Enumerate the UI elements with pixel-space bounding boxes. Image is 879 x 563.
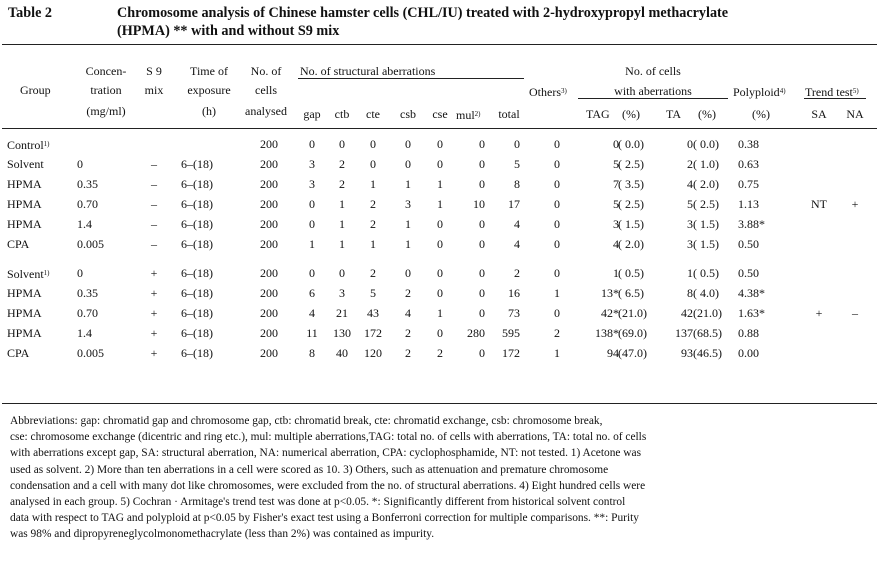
cell-tag-pct: ( 3.5) <box>618 177 644 191</box>
cell-s9: – <box>151 237 157 251</box>
footnote-line: cse: chromosome exchange (dicentric and ring etc.), mul: multiple aberrations,TAG: total no. of cells with aberrations, TA: total no. of cells <box>10 431 647 444</box>
row-group-label: HPMA <box>7 197 42 211</box>
cell-ctb: 130 <box>333 326 351 340</box>
cell-tag-pct: ( 0.0) <box>618 137 644 151</box>
header-trend-note: 5) <box>852 87 859 95</box>
footnote-line: data with respect to TAG and polyploid at p<0.05 by Fisher's exact test using a Bonferroni correction for multiple comparisons. **: Purity <box>10 512 639 525</box>
cell-tag: 3 <box>613 217 619 231</box>
cell-ta: 2 <box>687 157 693 171</box>
cell-conc: 1.4 <box>77 217 92 231</box>
cell-poly: 0.63 <box>738 157 759 171</box>
cell-sa: NT <box>811 197 827 211</box>
row-group <box>7 177 42 191</box>
row-group-label: Solvent <box>7 267 44 281</box>
cell-gap: 0 <box>309 266 315 280</box>
trend-underline <box>804 98 866 99</box>
cell-cells: 200 <box>260 197 278 211</box>
row-group-label: CPA <box>7 237 30 251</box>
cell-total: 595 <box>502 326 520 340</box>
cell-sa: + <box>815 306 823 320</box>
cell-s9: – <box>151 157 157 171</box>
cell-s9: + <box>150 306 158 320</box>
cell-gap: 3 <box>309 177 315 191</box>
footnote-line: with aberrations except gap, SA: structural aberration, NA: numerical aberration, CPA: cyclophosphamide, NT: not tested. 1) Acetone was <box>10 447 642 460</box>
cell-others: 0 <box>554 217 560 231</box>
cell-tag: 13* <box>601 286 619 300</box>
cell-ta: 3 <box>687 237 693 251</box>
header-polyploid-note: 4) <box>779 87 786 95</box>
cell-ta-pct: ( 0.5) <box>693 266 719 280</box>
cell-cells: 200 <box>260 326 278 340</box>
cell-poly: 0.50 <box>738 237 759 251</box>
cell-gap: 4 <box>309 306 315 320</box>
footnote-line: condensation and a cell with many dot like chromosomes, were excluded from the no. of structural aberrations. 4) Eight hundred cells were <box>10 479 646 492</box>
cell-conc: 1.4 <box>77 326 92 340</box>
row-group <box>7 286 42 300</box>
cell-time: 6–(18) <box>181 266 213 280</box>
cell-tag-pct: (69.0) <box>618 326 647 340</box>
cell-cte: 0 <box>370 157 376 171</box>
cell-time: 6–(18) <box>181 237 213 251</box>
cell-cte: 2 <box>370 217 376 231</box>
header-trend <box>805 84 859 99</box>
cell-time: 6–(18) <box>181 306 213 320</box>
cell-s9: + <box>150 326 158 340</box>
cell-mul: 0 <box>479 286 485 300</box>
cell-others: 2 <box>554 326 560 340</box>
cell-total: 0 <box>514 137 520 151</box>
cell-poly: 1.13 <box>738 197 759 211</box>
cell-cse: 1 <box>437 177 443 191</box>
header-aberr-1: No. of cells <box>625 64 681 78</box>
cell-total: 73 <box>508 306 520 320</box>
cell-mul: 0 <box>479 237 485 251</box>
cell-poly: 4.38* <box>738 286 765 300</box>
cell-total: 5 <box>514 157 520 171</box>
cell-others: 0 <box>554 137 560 151</box>
cell-csb: 3 <box>405 197 411 211</box>
cell-csb: 2 <box>405 346 411 360</box>
cell-cells: 200 <box>260 306 278 320</box>
cell-s9: – <box>151 217 157 231</box>
cell-cse: 0 <box>437 286 443 300</box>
cell-ctb: 1 <box>339 217 345 231</box>
cell-cse: 0 <box>437 217 443 231</box>
cell-time: 6–(18) <box>181 346 213 360</box>
cell-ta-pct: ( 1.5) <box>693 237 719 251</box>
cell-tag-pct: ( 2.5) <box>618 157 644 171</box>
row-group-label: HPMA <box>7 177 42 191</box>
cell-total: 8 <box>514 177 520 191</box>
header-csb: csb <box>400 107 416 121</box>
row-group-label: Control <box>7 138 44 152</box>
cell-ta-pct: (68.5) <box>693 326 722 340</box>
row-group <box>7 326 42 340</box>
cell-cte: 1 <box>370 177 376 191</box>
cell-mul: 0 <box>479 177 485 191</box>
cell-ctb: 21 <box>336 306 348 320</box>
cell-cte: 1 <box>370 237 376 251</box>
footnote-line: analysed in each group. 5) Cochran · Armitage's trend test was done at p<0.05. *: Significantly different from historical solvent control <box>10 496 626 509</box>
footnote-line: was 98% and dipropyreneglycolmonomethacrylate (less than 2%) was contained as impurity. <box>10 528 435 541</box>
cell-total: 16 <box>508 286 520 300</box>
aberr-underline <box>578 98 728 99</box>
cell-csb: 1 <box>405 177 411 191</box>
structural-underline <box>298 78 524 79</box>
cell-mul: 0 <box>479 266 485 280</box>
cell-others: 0 <box>554 197 560 211</box>
header-others-note: 3) <box>561 87 567 95</box>
header-na: NA <box>846 107 864 121</box>
cell-others: 1 <box>554 286 560 300</box>
cell-ta-pct: (21.0) <box>693 306 722 320</box>
cell-csb: 4 <box>405 306 411 320</box>
cell-ctb: 2 <box>339 177 345 191</box>
cell-s9: + <box>150 346 158 360</box>
cell-poly: 0.38 <box>738 137 759 151</box>
header-cse: cse <box>432 107 448 121</box>
header-tag: TAG <box>586 107 610 121</box>
cell-others: 0 <box>554 237 560 251</box>
cell-cse: 1 <box>437 197 443 211</box>
cell-tag: 0 <box>613 137 619 151</box>
cell-s9: – <box>151 197 157 211</box>
cell-conc: 0.005 <box>77 237 104 251</box>
cell-ta: 8 <box>687 286 693 300</box>
row-group <box>7 306 42 320</box>
cell-gap: 1 <box>309 237 315 251</box>
cell-ta-pct: ( 2.5) <box>693 197 719 211</box>
cell-cte: 172 <box>364 326 382 340</box>
header-mul <box>456 107 481 122</box>
cell-csb: 0 <box>405 157 411 171</box>
cell-ta: 5 <box>687 197 693 211</box>
row-group-label: HPMA <box>7 286 42 300</box>
cell-time: 6–(18) <box>181 157 213 171</box>
cell-ta: 3 <box>687 217 693 231</box>
cell-conc: 0.005 <box>77 346 104 360</box>
row-group <box>7 217 42 231</box>
cell-csb: 2 <box>405 286 411 300</box>
cell-ta: 42 <box>681 306 693 320</box>
row-group-note: 1) <box>43 140 50 148</box>
top-rule <box>2 44 877 45</box>
cell-poly: 0.00 <box>738 346 759 360</box>
header-cells-3: analysed <box>245 104 287 118</box>
row-group-label: HPMA <box>7 217 42 231</box>
header-aberr-2: with aberrations <box>614 84 692 98</box>
cell-ctb: 2 <box>339 157 345 171</box>
cell-total: 4 <box>514 237 520 251</box>
table-number: Table 2 <box>8 5 53 21</box>
cell-ctb: 1 <box>339 237 345 251</box>
cell-cells: 200 <box>260 137 278 151</box>
cell-total: 172 <box>502 346 520 360</box>
cell-gap: 0 <box>309 197 315 211</box>
cell-ta-pct: ( 0.0) <box>693 137 719 151</box>
cell-others: 0 <box>554 266 560 280</box>
cell-poly: 0.50 <box>738 266 759 280</box>
cell-mul: 0 <box>479 346 485 360</box>
cell-tag: 42* <box>601 306 619 320</box>
cell-ta-pct: (46.5) <box>693 346 722 360</box>
header-trend-label: Trend test <box>805 85 853 99</box>
cell-poly: 0.88 <box>738 326 759 340</box>
row-group <box>7 197 42 211</box>
header-ta: TA <box>666 107 682 121</box>
row-group <box>7 346 29 360</box>
header-cells-2: cells <box>255 83 277 97</box>
cell-ta: 137 <box>675 326 693 340</box>
cell-cse: 1 <box>437 306 443 320</box>
header-others-label: Others <box>529 85 561 99</box>
cell-tag-pct: ( 2.0) <box>618 237 644 251</box>
row-group <box>7 237 29 251</box>
row-group-label: Solvent <box>7 157 44 171</box>
cell-csb: 1 <box>405 217 411 231</box>
cell-tag: 7 <box>613 177 619 191</box>
cell-total: 17 <box>508 197 520 211</box>
header-structural: No. of structural aberrations <box>300 64 436 78</box>
cell-cte: 2 <box>370 197 376 211</box>
title-line-2: (HPMA) ** with and without S9 mix <box>117 23 340 39</box>
cell-gap: 3 <box>309 157 315 171</box>
cell-cse: 2 <box>437 346 443 360</box>
cell-gap: 6 <box>309 286 315 300</box>
cell-mul: 0 <box>479 137 485 151</box>
cell-ctb: 0 <box>339 137 345 151</box>
cell-tag: 94 <box>607 346 619 360</box>
cell-tag-pct: ( 6.5) <box>618 286 644 300</box>
cell-conc: 0 <box>77 157 83 171</box>
footnotes <box>10 413 875 543</box>
header-cte: cte <box>366 107 380 121</box>
cell-others: 0 <box>554 177 560 191</box>
cell-ta: 4 <box>687 177 693 191</box>
header-time-3: (h) <box>202 104 216 118</box>
header-tag-pct: (%) <box>622 107 640 121</box>
cell-cse: 0 <box>437 157 443 171</box>
title-line-1: Chromosome analysis of Chinese hamster cells (CHL/IU) treated with 2-hydroxypropyl methacrylate <box>117 5 729 21</box>
cell-total: 2 <box>514 266 520 280</box>
cell-s9: + <box>150 266 158 280</box>
cell-cells: 200 <box>260 266 278 280</box>
cell-conc: 0.35 <box>77 177 98 191</box>
row-group <box>7 137 50 152</box>
row-group-note: 1) <box>43 269 50 277</box>
cell-time: 6–(18) <box>181 197 213 211</box>
cell-ta: 1 <box>687 266 693 280</box>
header-polyploid-label: Polyploid <box>733 85 780 99</box>
cell-conc: 0.70 <box>77 197 98 211</box>
cell-mul: 0 <box>479 306 485 320</box>
cell-poly: 1.63* <box>738 306 765 320</box>
cell-cse: 0 <box>437 237 443 251</box>
cell-tag: 5 <box>613 197 619 211</box>
row-group-label: CPA <box>7 346 30 360</box>
header-mul-label: mul <box>456 108 475 122</box>
cell-conc: 0.35 <box>77 286 98 300</box>
cell-mul: 0 <box>479 157 485 171</box>
cell-mul: 0 <box>479 217 485 231</box>
cell-ta-pct: ( 4.0) <box>693 286 719 300</box>
cell-ctb: 0 <box>339 266 345 280</box>
header-polyploid <box>733 84 786 99</box>
cell-cse: 0 <box>437 266 443 280</box>
cell-gap: 0 <box>309 137 315 151</box>
cell-tag-pct: (47.0) <box>618 346 647 360</box>
header-sa: SA <box>811 107 827 121</box>
cell-csb: 2 <box>405 326 411 340</box>
cell-na: + <box>851 197 859 211</box>
cell-time: 6–(18) <box>181 177 213 191</box>
cell-cte: 2 <box>370 266 376 280</box>
cell-others: 0 <box>554 157 560 171</box>
cell-mul: 280 <box>467 326 485 340</box>
cell-csb: 0 <box>405 266 411 280</box>
cell-na: – <box>852 306 858 320</box>
cell-cells: 200 <box>260 217 278 231</box>
cell-tag-pct: (21.0) <box>618 306 647 320</box>
cell-gap: 8 <box>309 346 315 360</box>
cell-ta-pct: ( 1.5) <box>693 217 719 231</box>
cell-poly: 0.75 <box>738 177 759 191</box>
cell-others: 1 <box>554 346 560 360</box>
header-polyploid-unit: (%) <box>752 107 770 121</box>
cell-total: 4 <box>514 217 520 231</box>
cell-gap: 11 <box>306 326 318 340</box>
row-group-label: HPMA <box>7 306 42 320</box>
cell-tag: 5 <box>613 157 619 171</box>
cell-ta-pct: ( 2.0) <box>693 177 719 191</box>
cell-conc: 0 <box>77 266 83 280</box>
header-s9-1: S 9 <box>146 64 162 78</box>
header-conc-2: tration <box>90 83 122 97</box>
header-time-2: exposure <box>187 83 231 97</box>
cell-time: 6–(18) <box>181 286 213 300</box>
header-others <box>529 84 567 99</box>
header-rule <box>2 128 877 129</box>
cell-time: 6–(18) <box>181 326 213 340</box>
cell-gap: 0 <box>309 217 315 231</box>
cell-csb: 0 <box>405 137 411 151</box>
cell-time: 6–(18) <box>181 217 213 231</box>
cell-tag: 4 <box>613 237 619 251</box>
cell-cse: 0 <box>437 137 443 151</box>
cell-cells: 200 <box>260 157 278 171</box>
cell-poly: 3.88* <box>738 217 765 231</box>
cell-tag: 138* <box>595 326 619 340</box>
cell-cte: 0 <box>370 137 376 151</box>
cell-tag-pct: ( 0.5) <box>618 266 644 280</box>
header-group: Group <box>20 83 51 97</box>
row-group <box>7 157 44 171</box>
header-s9-2: mix <box>144 83 164 97</box>
footnote-line: Abbreviations: gap: chromatid gap and chromosome gap, ctb: chromatid break, cte: chromatid exchange, csb: chromosome break, <box>10 415 603 427</box>
bottom-rule <box>2 403 877 404</box>
cell-ctb: 3 <box>339 286 345 300</box>
header-ctb: ctb <box>334 107 350 121</box>
cell-conc: 0.70 <box>77 306 98 320</box>
header-mul-note: 2) <box>474 110 481 118</box>
header-gap: gap <box>303 107 321 121</box>
cell-ta: 93 <box>681 346 693 360</box>
cell-cte: 5 <box>370 286 376 300</box>
cell-ctb: 1 <box>339 197 345 211</box>
cell-cells: 200 <box>260 177 278 191</box>
footnote-line: used as solvent. 2) More than ten aberrations in a cell were scored as 10. 3) Others, such as attenuation and premature chromosome <box>10 463 609 476</box>
cell-ctb: 40 <box>336 346 348 360</box>
header-ta-pct: (%) <box>698 107 716 121</box>
cell-csb: 1 <box>405 237 411 251</box>
cell-tag: 1 <box>613 266 619 280</box>
cell-tag-pct: ( 2.5) <box>618 197 644 211</box>
header-time-1: Time of <box>190 64 228 78</box>
cell-cte: 120 <box>364 346 382 360</box>
cell-cte: 43 <box>367 306 379 320</box>
cell-mul: 10 <box>473 197 485 211</box>
cell-s9: – <box>151 177 157 191</box>
cell-cells: 200 <box>260 237 278 251</box>
cell-ta: 0 <box>687 137 693 151</box>
cell-others: 0 <box>554 306 560 320</box>
row-group <box>7 266 50 281</box>
cell-cells: 200 <box>260 346 278 360</box>
cell-s9: + <box>150 286 158 300</box>
cell-tag-pct: ( 1.5) <box>618 217 644 231</box>
cell-cse: 0 <box>437 326 443 340</box>
header-cells-1: No. of <box>250 64 282 78</box>
cell-cells: 200 <box>260 286 278 300</box>
header-conc-3: (mg/ml) <box>86 104 126 118</box>
header-conc-1: Concen- <box>85 64 127 78</box>
row-group-label: HPMA <box>7 326 42 340</box>
cell-ta-pct: ( 1.0) <box>693 157 719 171</box>
header-total: total <box>498 107 520 121</box>
